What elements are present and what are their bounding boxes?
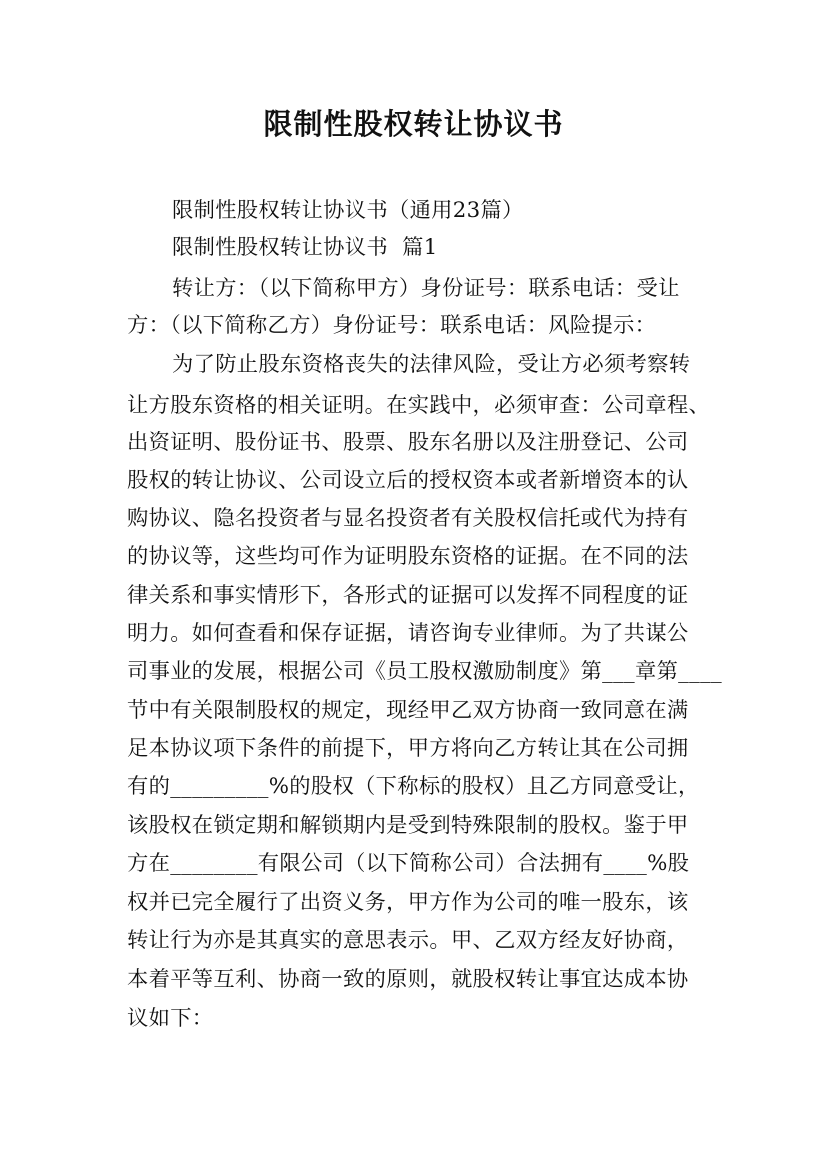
paragraph-line: 该股权在锁定期和解锁期内是受到特殊限制的股权。鉴于甲 [127,813,689,838]
paragraph-line: 律关系和事实情形下，各形式的证据可以发挥不同程度的证 [127,583,689,608]
paragraph-line: 有的_________%的股权（下称标的股权）且乙方同意受让， [127,774,700,799]
paragraph-line: 出资证明、股份证书、股票、股东名册以及注册登记、公司 [127,430,689,455]
paragraph-line: 让方股东资格的相关证明。在实践中，必须审查：公司章程、 [127,393,711,418]
paragraph-line: 议如下： [127,1006,214,1031]
paragraph-line: 购协议、隐名投资者与显名投资者有关股权信托或代为持有 [127,506,689,531]
section-heading: 限制性股权转让协议书 篇1 [172,235,438,260]
paragraph-line: 足本协议项下条件的前提下，甲方将向乙方转让其在公司拥 [127,736,689,761]
paragraph-line: 司事业的发展，根据公司《员工股权激励制度》第___章第____ [127,659,722,684]
subtitle-line: 限制性股权转让协议书（通用23篇） [172,198,524,223]
paragraph-line: 转让行为亦是其真实的意思表示。甲、乙双方经友好协商， [127,928,689,953]
paragraph-line: 明力。如何查看和保存证据，请咨询专业律师。为了共谋公 [127,621,689,646]
paragraph-line: 本着平等互利、协商一致的原则，就股权转让事宜达成本协 [127,967,689,992]
document-title: 限制性股权转让协议书 [263,107,564,141]
paragraph-line: 的协议等，这些均可作为证明股东资格的证据。在不同的法 [127,544,689,569]
paragraph-line: 节中有关限制股权的规定，现经甲乙双方协商一致同意在满 [127,698,689,723]
paragraph-line: 为了防止股东资格丧失的法律风险，受让方必须考察转 [172,352,691,377]
paragraph-line: 转让方：（以下简称甲方）身份证号：联系电话：受让 [172,276,680,301]
paragraph-line: 方在________有限公司（以下简称公司）合法拥有____%股 [127,851,690,876]
paragraph-line: 方：（以下简称乙方）身份证号：联系电话：风险提示： [127,313,657,338]
paragraph-line: 股权的转让协议、公司设立后的授权资本或者新增资本的认 [127,468,689,493]
paragraph-line: 权并已完全履行了出资义务，甲方作为公司的唯一股东，该 [127,890,689,915]
